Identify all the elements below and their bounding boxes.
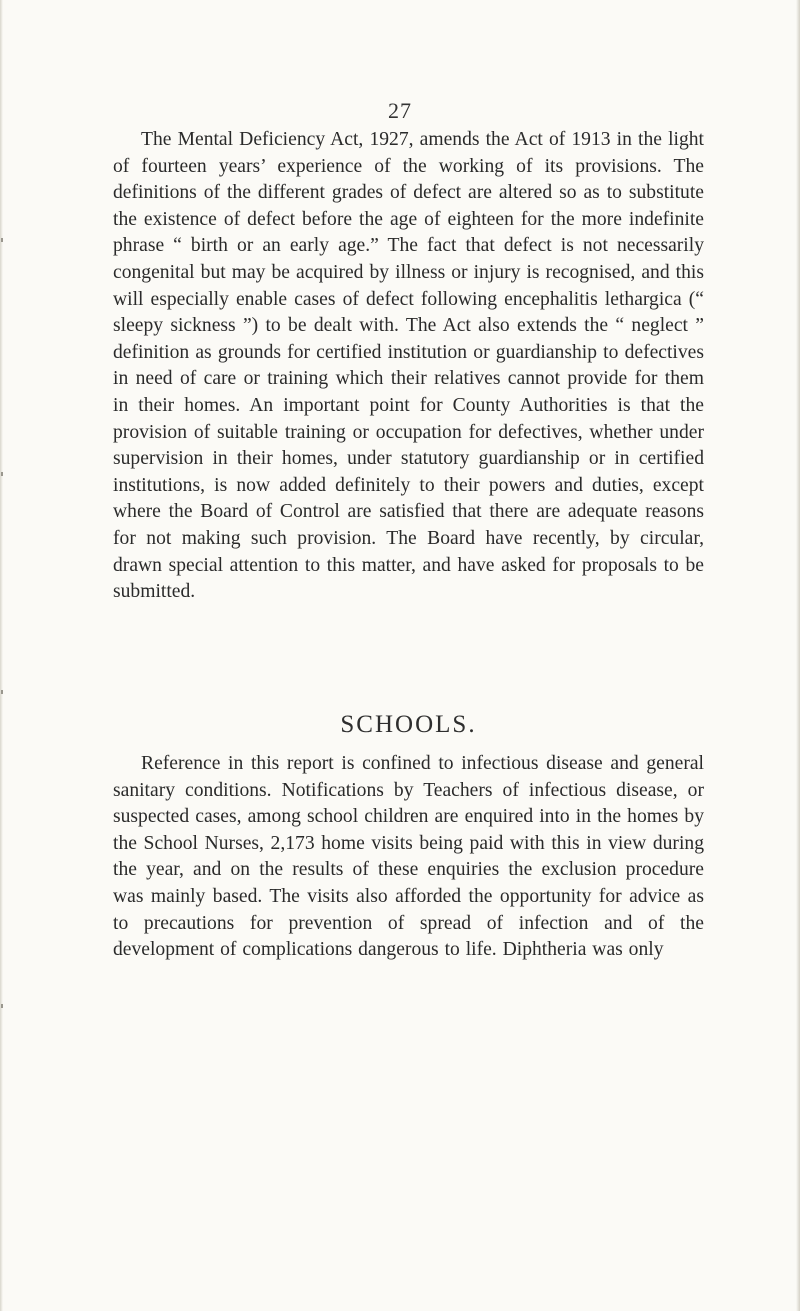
scan-mark (1, 472, 3, 476)
section-heading-schools: SCHOOLS. (340, 711, 477, 738)
page-number: 27 (388, 98, 412, 123)
body-paragraph-schools: Reference in this report is confined to infectious disease and general sanitary conditions. Notifications by Teachers of infectious disease, or suspected cases, among school children are enquired into in the homes by the School Nurses, 2,173 home visits being paid with this in view during the year, and on the results of these enquiries the exclusion procedure was mainly based. The visits also afforded the opportunity for advice as to precautions for prevention of spread of infection and of the development of complications dangerous to life. Diphtheria was only (113, 753, 704, 961)
scan-edge-left (0, 0, 3, 1311)
scan-mark (1, 690, 3, 694)
scan-mark (1, 238, 3, 242)
body-paragraph-mental-deficiency: The Mental Deficiency Act, 1927, amends the Act of 1913 in the light of fourteen years’ experience of the working of its provisions. The definitions of the different grades of defect are altered so as to substitute the existence of defect before the age of eighteen for the more indefinite phrase “ birth or an early age.” The fact that defect is not necessarily congenital but may be acquired by illness or injury is recognised, and this will especially enable cases of defect following encephalitis lethargica (“ sleepy sickness ”) to be dealt with. The Act also extends the “ neglect ” definition as grounds for certified institution or guardianship to defectives in need of care or training which their relatives cannot provide for them in their homes. An important point for County Authorities is that the provision of suitable training or occupation for defectives, whether under supervision in their homes, under statutory guardianship or in certified institutions, is now added definitely to their powers and duties, except where the Board of Control are satisfied that there are adequate reasons for not making such provision. The Board have recently, by circular, drawn special attention to this matter, and have asked for proposals to be submitted. (113, 129, 704, 603)
scan-edge-right (796, 0, 800, 1311)
scan-mark (1, 1004, 3, 1008)
